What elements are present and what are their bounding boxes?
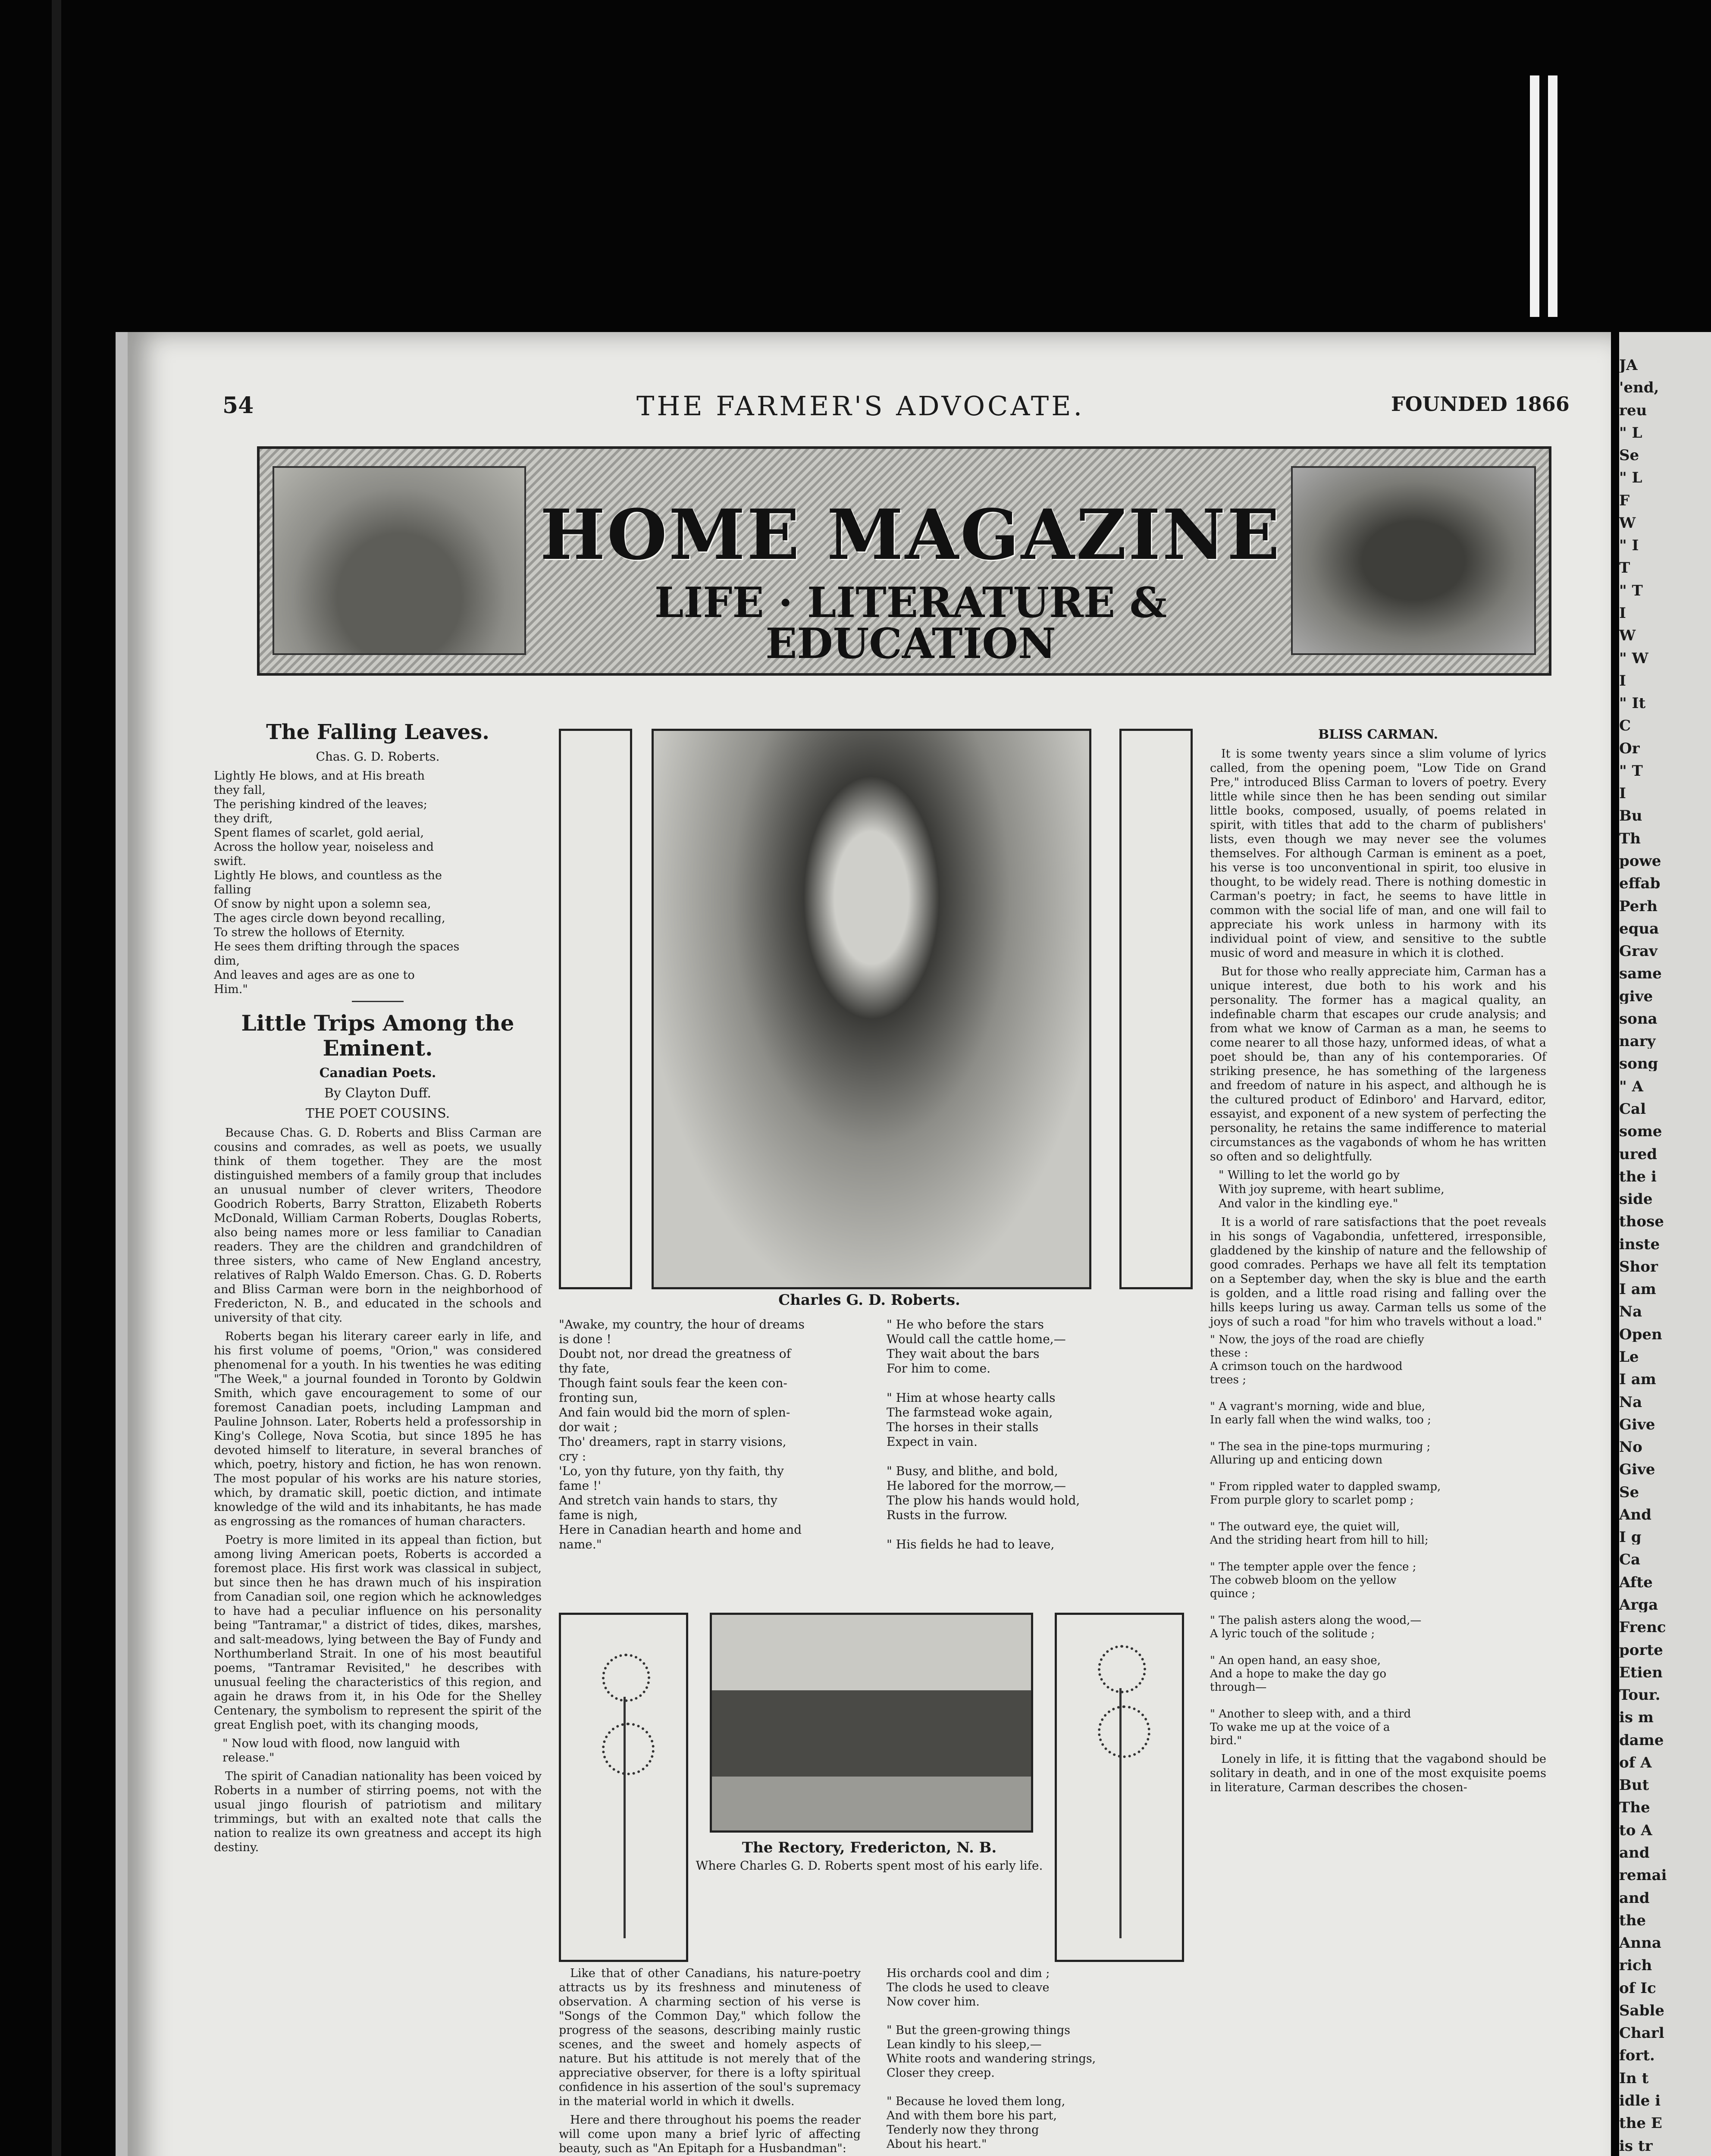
paragraph: Because Chas. G. D. Roberts and Bliss Carman are cousins and comrades, as well as poets, we usually think of them together. They are the most distinguished members of a family group that includes an unusual number of clever writers, Theodore Goodrich Roberts, Barry Stratton, Elizabeth Roberts McDonald, William Carman Roberts, Douglas Roberts, also being names more or less familiar to Canadian readers. They are the children and grandchildren of three sisters, who came of New England ancestry, relatives of Ralph Waldo Emerson. Chas. G. D. Roberts and Bliss Carman were born in the neighborhood of Fredericton, N. B., and educated in the schools and university of that city. — [214, 1126, 542, 1325]
adjacent-page-text: Give — [1619, 1417, 1655, 1432]
adjacent-page-text: No — [1619, 1440, 1642, 1455]
adjacent-page-text: those — [1619, 1214, 1664, 1229]
adjacent-page-text: idle i — [1619, 2093, 1661, 2108]
adjacent-page-text: of A — [1619, 1755, 1652, 1770]
roberts-portrait-photo — [652, 729, 1091, 1289]
decorative-frame-left — [559, 729, 632, 1289]
column-right — [1210, 727, 1546, 1799]
adjacent-page-text: In t — [1619, 2071, 1649, 2086]
adjacent-page-text: T — [1619, 561, 1630, 576]
adjacent-page-text: Se — [1619, 448, 1639, 463]
page-number: 54 — [222, 392, 254, 419]
adjacent-page-text: sona — [1619, 1011, 1658, 1026]
adjacent-page-text: the — [1619, 1913, 1646, 1928]
adjacent-page-fragment — [1619, 332, 1711, 2156]
paragraph: But for those who really appreciate him, Carman has a unique interest, due both to his work and his personality. The former has a magical quality, an indefinable charm that escapes our crude analysis; and from what we know of Carman as a man, he seems to come nearer to all those hazy, unformed ideas, of what a poet should be, than any of his contemporaries. Of striking presence, he has something of the largeness and freedom of nature in his aspect, and although he is the cultured product of Edinboro' and Harvard, editor, essayist, and exponent of a new system of perfecting the personality, he retains the same indifference to material circumstances as the vagabonds of whom he has written so often and so delightfully. — [1210, 965, 1546, 1163]
adjacent-page-text: is tr — [1619, 2138, 1653, 2153]
mid-poem-left — [559, 1317, 869, 1556]
adjacent-page-text: Frenc — [1619, 1620, 1666, 1635]
adjacent-page-text: ured — [1619, 1147, 1658, 1162]
awake-my-country-poem: "Awake, my country, the hour of dreams is done ! Doubt not, nor dread the greatness of thy fate, Though faint souls fear the keen con- fronting sun, And fain would bid the morn of splen- dor wait ; Tho' dreamers, rapt in starry visions, cry : 'Lo, yon thy future, yon thy faith, thy fame !' And stretch vain hands to stars, thy fame is nigh, Here in Canadian hearth and home and name." — [559, 1317, 805, 1551]
adjacent-page-text: I — [1619, 786, 1626, 801]
film-edge-mark-2 — [1548, 75, 1557, 317]
little-trips-subtitle: Canadian Poets. — [319, 1065, 436, 1081]
adjacent-page-text: I g — [1619, 1530, 1642, 1545]
banner-subtitle-1: LIFE · LITERATURE & — [654, 578, 1167, 627]
flower-icon — [602, 1723, 655, 1775]
adjacent-page-text: some — [1619, 1124, 1662, 1139]
adjacent-page-text: Afte — [1619, 1575, 1653, 1590]
adjacent-page-text: " T — [1619, 583, 1643, 598]
adjacent-page-text: Cal — [1619, 1102, 1646, 1116]
portrait-caption: Charles G. D. Roberts. — [778, 1291, 960, 1309]
paragraph: Lonely in life, it is fitting that the vagabond should be solitary in death, and in one of the most exquisite poems in literature, Carman describes the chosen- — [1210, 1752, 1546, 1794]
adjacent-page-text: porte — [1619, 1642, 1663, 1658]
falling-leaves-author: Chas. G. D. Roberts. — [316, 749, 440, 764]
banner-subtitle-2: EDUCATION — [765, 619, 1056, 668]
adjacent-page-text: is m — [1619, 1710, 1654, 1725]
falling-leaves-title: The Falling Leaves. — [266, 720, 489, 744]
adjacent-page-text: " L — [1619, 470, 1642, 486]
rectory-subcaption: Where Charles G. D. Roberts spent most of his early life. — [696, 1858, 1043, 1873]
founded-line: FOUNDED 1866 — [1391, 392, 1570, 416]
adjacent-page-text: song — [1619, 1056, 1658, 1072]
flower-illustration-left — [559, 1613, 688, 1962]
adjacent-page-text: Na — [1619, 1304, 1642, 1319]
adjacent-page-text: to A — [1619, 1823, 1652, 1838]
flower-icon — [1098, 1705, 1150, 1758]
falling-leaves-poem: Lightly He blows, and at His breath they fall, The perishing kindred of the leaves; they drift, Spent flames of scarlet, gold aerial, Across the hollow year, noiseless and swift. Lightly He blows, and countless as the falling Of snow by night upon a solemn sea, The ages circle down beyond recalling, To strew the hollows of Eternity. He sees them drifting through the spaces dim, And leaves and ages are as one to Him." — [214, 769, 460, 996]
adjacent-page-text: rich — [1619, 1958, 1652, 1973]
newspaper-page — [116, 332, 1611, 2156]
paragraph: It is a world of rare satisfactions that the poet reveals in his songs of Vagabondia, unfettered, irresponsible, gladdened by the kinship of nature and the fellowship of good comrades. Perhaps we have all felt its temptation on a September day, when the sky is blue and the earth is golden, and a little road rising and falling over the hills keeps luring us away. Carman tells us some of the joys of such a road "for him who travels without a load." — [1210, 1216, 1546, 1329]
flower-illustration-right — [1055, 1613, 1184, 1962]
adjacent-page-text: and — [1619, 1890, 1650, 1905]
mid-poem-right — [887, 1317, 1188, 1556]
adjacent-page-text: " W — [1619, 651, 1648, 666]
paragraph: Poetry is more limited in its appeal than fiction, but among living American poets, Roberts is accorded a foremost place. His first work was classical in subject, but since then he has drawn much of his inspiration from Canadian soil, one region which he acknowledges to have had a peculiar influence on his personality being "Tantramar," a district of tides, dikes, marshes, and salt-meadows, lying between the Bay of Fundy and Northumberland Strait. In one of his most beautiful poems, "Tantramar Revisited," he describes with unusual feeling the characteristics of this region, and again he draws from it, in his Ode for the Shelley Centenary, the symbolism to represent the spirit of the great English poet, with its changing moods, — [214, 1533, 542, 1732]
flower-stem — [624, 1697, 626, 1938]
adjacent-page-text: F — [1619, 493, 1630, 508]
adjacent-page-text: nary — [1619, 1034, 1656, 1049]
adjacent-page-text: powe — [1619, 854, 1661, 868]
adjacent-page-text: fort. — [1619, 2048, 1655, 2063]
adjacent-page-text: I am — [1619, 1372, 1656, 1387]
adjacent-page-text: same — [1619, 966, 1662, 981]
paragraph: Like that of other Canadians, his nature-poetry attracts us by its freshness and minuteness of observation. A charming section of his verse is "Songs of the Common Day," which follow the progress of the seasons, describing mainly rustic scenes, and the sweet and homely aspects of nature. But his attitude is not merely that of the appreciative observer, for there is a lofty spiritual confidence in his assertion of the soul's supremacy in the material world in which it dwells. — [559, 1967, 861, 2108]
fireplace-illustration — [1291, 466, 1536, 655]
bliss-carman-heading: BLISS CARMAN. — [1318, 727, 1438, 742]
country-house-illustration — [273, 466, 526, 655]
adjacent-page-text: Charl — [1619, 2026, 1664, 2041]
adjacent-page-text: of Ic — [1619, 1981, 1656, 1996]
adjacent-page-text: " T — [1619, 763, 1643, 778]
lower-left-column — [559, 1966, 861, 2156]
adjacent-page-text: inste — [1619, 1237, 1660, 1252]
adjacent-page-text: give — [1619, 989, 1653, 1004]
adjacent-page-text: Etien — [1619, 1665, 1663, 1680]
flower-icon — [602, 1654, 650, 1702]
joys-of-the-road-poem: " Now, the joys of the road are chiefly these : A crimson touch on the hardwood trees ; " A vagrant's morning, wide and blue, In early fall when the wind walks, too ; " The sea in the pine-tops murmuring ; Alluring up and enticing down " From rippled water to dappled swamp, From purple glory to scarlet pomp ; " The outward eye, the quiet will, And the striding heart from hill to hill; " The tempter apple over the fence ; The cobweb bloom on the yellow quince ; " The palish asters along the wood,— A lyric touch of the solitude ; " An open hand, an easy shoe, And a hope to make the day go through— " Another to sleep with, and a third To wake me up at the voice of a bird." — [1210, 1333, 1441, 1747]
quote: " Now loud with flood, now languid with release." — [222, 1737, 460, 1764]
paragraph: The spirit of Canadian nationality has been voiced by Roberts in a number of stirring poems, not with the usual jingo flourish of patriotism and military trimmings, but with an exalted note that calls the nation to realize its own greatness and accept its high destiny. — [214, 1770, 542, 1854]
home-magazine-banner — [257, 446, 1551, 676]
adjacent-page-text: Give — [1619, 1462, 1655, 1477]
adjacent-page-text: W — [1619, 515, 1636, 530]
adjacent-page-text: Perh — [1619, 899, 1658, 914]
adjacent-page-text: remai — [1619, 1868, 1667, 1883]
paragraph: Roberts began his literary career early in life, and his first volume of poems, "Orion," was considered phenomenal for a youth. In his twenties he was editing "The Week," a journal founded in Toronto by Goldwin Smith, which gave encouragement to some of our foremost Canadian poets, including Lampman and Pauline Johnson. Later, Roberts held a professorship in King's College, Nova Scotia, but since 1895 he has devoted himself to literature, in several branches of which, poetry, history and fiction, he has won renown. The most popular of his works are his nature stories, which, by dramatic skill, poetic diction, and intimate knowledge of the wild and its inhabitants, he has made as engrossing as the romances of human characters. — [214, 1330, 542, 1528]
flower-stem — [1119, 1688, 1122, 1938]
adjacent-page-text: Arga — [1619, 1598, 1658, 1612]
little-trips-byline: By Clayton Duff. — [324, 1086, 432, 1101]
flower-icon — [1098, 1645, 1146, 1693]
banner-title: HOME MAGAZINE — [540, 494, 1282, 575]
adjacent-page-text: Le — [1619, 1350, 1639, 1364]
little-trips-title: Little Trips Among the Eminent. — [241, 1010, 514, 1061]
adjacent-page-text: Or — [1619, 741, 1640, 756]
lower-right-column — [887, 1966, 1188, 2156]
paragraph: Here and there throughout his poems the reader will come upon many a brief lyric of affecting beauty, such as "An Epitaph for a Husbandman": — [559, 2113, 861, 2155]
masthead-title: THE FARMER'S ADVOCATE. — [636, 390, 1085, 422]
adjacent-page-text: Tour. — [1619, 1688, 1661, 1703]
quote: " Willing to let the world go by With joy supreme, with heart sublime, And valor in the kindling eye." — [1219, 1169, 1445, 1210]
decorative-frame-right — [1119, 729, 1193, 1289]
adjacent-page-text: JA — [1619, 358, 1638, 373]
adjacent-page-text: and — [1619, 1846, 1650, 1860]
adjacent-page-text: But — [1619, 1778, 1649, 1793]
adjacent-page-text: the E — [1619, 2116, 1662, 2131]
adjacent-page-text: " It — [1619, 696, 1646, 711]
adjacent-page-text: 'end, — [1619, 380, 1659, 395]
adjacent-page-text: " L — [1619, 425, 1642, 440]
adjacent-page-text: Sable — [1619, 2003, 1664, 2018]
film-edge-mark-1 — [1530, 75, 1539, 317]
adjacent-page-text: side — [1619, 1192, 1653, 1207]
adjacent-page-text: Ca — [1619, 1552, 1641, 1567]
adjacent-page-text: And — [1619, 1507, 1651, 1522]
paragraph: It is some twenty years since a slim volume of lyrics called, from the opening poem, "Low Tide on Grand Pre," introduced Bliss Carman to lovers of poetry. Every little while since then he has been sending out similar little books, composed, usually, of poems related in spirit, with titles that add to the charm of publishers' lists, even though we may never see the volumes themselves. For although Carman is eminent as a poet, his verse is too unconventional in spirit, too elusive in thought, to be widely read. There is nothing domestic in Carman's poetry; in fact, he seems to have little in common with the social life of man, and one will fail to appreciate his work unless in harmony with its individual point of view, and sensitive to the subtle music of word and measure in which it is clothed. — [1210, 747, 1546, 960]
adjacent-page-text: reu — [1619, 403, 1647, 418]
adjacent-page-text: I — [1619, 606, 1626, 620]
adjacent-page-text: the i — [1619, 1169, 1657, 1184]
rectory-photo — [710, 1613, 1033, 1833]
adjacent-page-text: W — [1619, 628, 1636, 643]
adjacent-page-text: I am — [1619, 1282, 1656, 1297]
epitaph-poem-part3: His orchards cool and dim ; The clods he used to cleave Now cover him. " But the green-growing things Lean kindly to his sleep,— White roots and wandering strings, Closer they creep. " Because he loved them long, And with them bore his part, Tenderly now they throng About his heart." — [887, 1967, 1096, 2151]
rectory-caption: The Rectory, Fredericton, N. B. — [742, 1839, 997, 1856]
adjacent-page-text: Se — [1619, 1485, 1639, 1500]
epitaph-poem-part1: " He who before the stars Would call the cattle home,— They wait about the bars For him to come. " Him at whose hearty calls The farmstead woke again, The horses in their stalls Expect in vain. " Busy, and blithe, and bold, He labored for the morrow,— The plow his hands would hold, Rusts in the furrow. " His fields he had to leave, — [887, 1317, 1080, 1551]
adjacent-page-text: The — [1619, 1800, 1650, 1815]
adjacent-page-text: Anna — [1619, 1936, 1661, 1951]
adjacent-page-text: Open — [1619, 1327, 1662, 1342]
adjacent-page-text: Grav — [1619, 944, 1658, 959]
column-left — [214, 720, 542, 1859]
film-edge-left — [52, 0, 61, 2156]
adjacent-page-text: Bu — [1619, 808, 1642, 824]
section-divider — [352, 1001, 404, 1002]
adjacent-page-text: I — [1619, 673, 1626, 688]
adjacent-page-text: Na — [1619, 1395, 1642, 1410]
adjacent-page-text: dame — [1619, 1733, 1664, 1748]
adjacent-page-text: effab — [1619, 876, 1661, 891]
adjacent-page-text: Shor — [1619, 1259, 1658, 1274]
poet-cousins-heading: THE POET COUSINS. — [305, 1106, 450, 1121]
adjacent-page-text: equa — [1619, 921, 1659, 936]
adjacent-page-text: Th — [1619, 831, 1641, 846]
adjacent-page-text: " A — [1619, 1079, 1643, 1094]
adjacent-page-text: C — [1619, 718, 1631, 733]
adjacent-page-text: " I — [1619, 538, 1639, 553]
